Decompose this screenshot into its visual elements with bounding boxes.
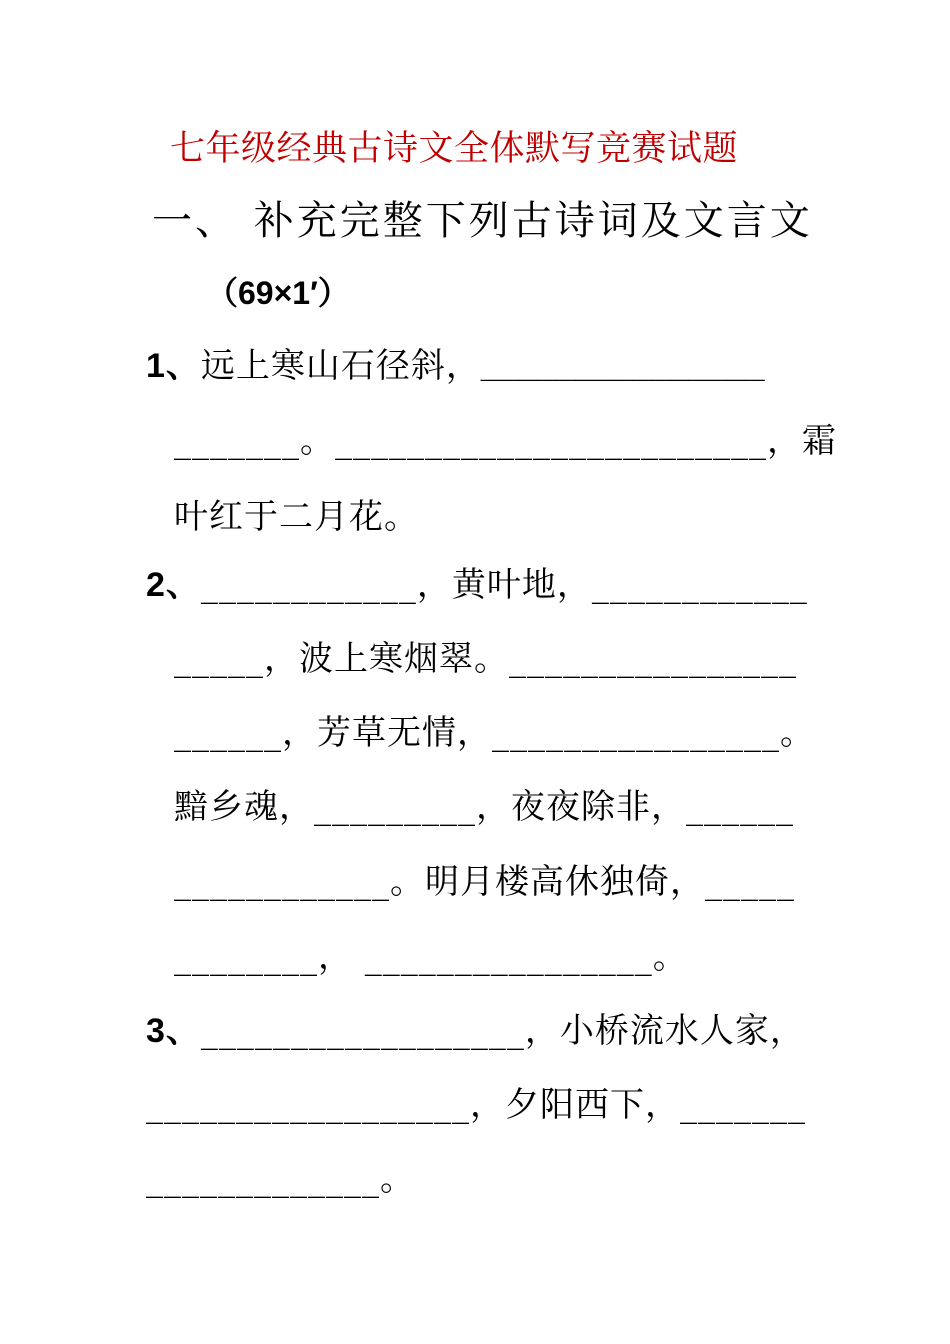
section-heading: 一、 补充完整下列古诗词及文言文 [152,198,813,244]
score-note: （69×1′） [206,275,350,311]
question-line-2f: ________， ________________。 [174,937,688,977]
question-number: 3、 [146,1012,201,1050]
fill-blank: _______________ [480,347,765,385]
question-line-2b: _____，波上寒烟翠。________________ [174,639,797,679]
question-line-2c: ______，芳草无情，________________。 [174,713,815,753]
question-line-2e: ____________。明月楼高休独倚，_____ [174,862,795,902]
question-line-1b: _______。________________________，霜 [174,421,837,461]
question-line-3a [146,1011,805,1051]
question-line-2d: 黯乡魂，_________，夜夜除非，______ [174,787,794,827]
question-line-2a [146,565,808,605]
poem-text: ____________，黄叶地，____________ [200,565,808,605]
poem-text: 远上寒山石径斜， [200,346,481,386]
question-number: 2、 [146,566,201,604]
question-line-3b: __________________，夕阳西下，_______ [146,1085,806,1125]
question-line-1a [146,346,765,386]
page-title: 七年级经典古诗文全体默写竞赛试题 [170,129,739,169]
question-line-3c: _____________。 [146,1159,415,1199]
question-number: 1、 [146,347,201,385]
question-line-1c: 叶红于二月花。 [174,497,419,537]
poem-text: __________________，小桥流水人家， [200,1011,805,1051]
